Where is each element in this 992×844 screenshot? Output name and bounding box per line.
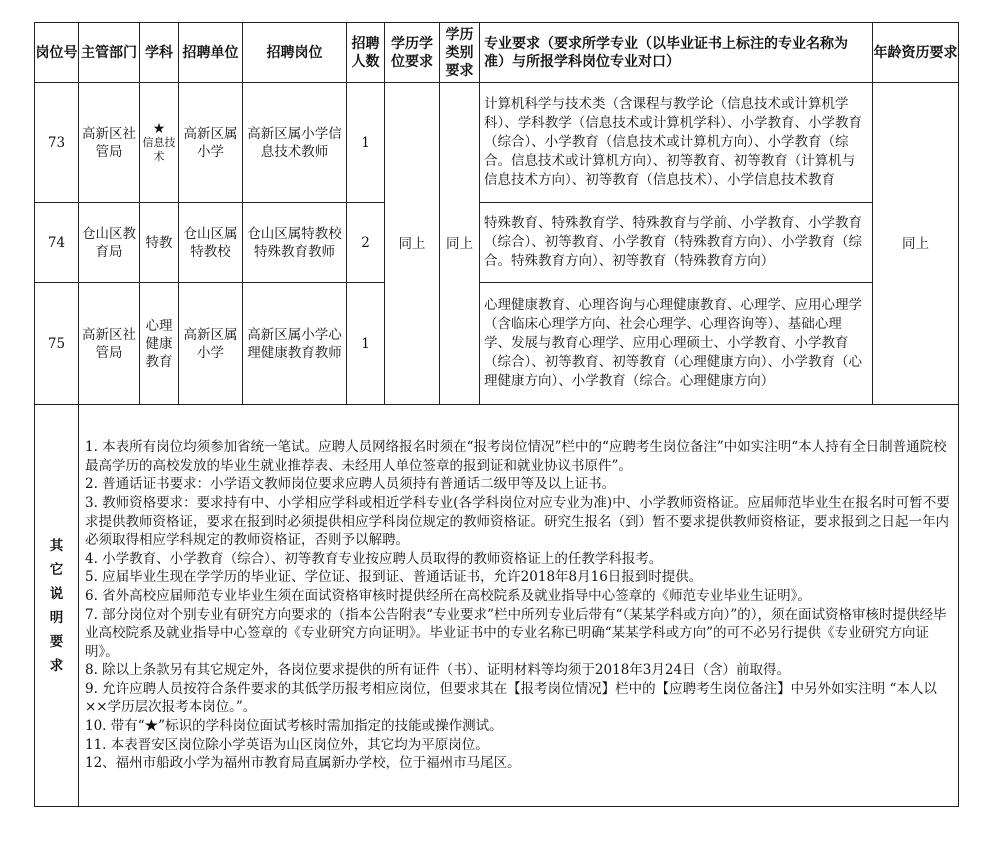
header-edu: 学历学位要求 xyxy=(385,23,440,83)
header-major-req: 专业要求（要求所学专业（以毕业证书上标注的专业名称为准）与所报学科岗位专业对口） xyxy=(480,23,873,83)
note-item: 4. 小学教育、小学教育（综合）、初等教育专业按应聘人员取得的教师资格证上的任教学科报考。 xyxy=(85,550,663,567)
row-count: 1 xyxy=(347,283,385,405)
table-row xyxy=(35,203,959,283)
header-subject: 学科 xyxy=(140,23,179,83)
row-dept: 高新区社管局 xyxy=(79,83,140,203)
row-major-req: 计算机科学与技术类（含课程与教学论（信息技术或计算机学科）、学科教学（信息技术或计算机学科）、小学教育、小学教育（综合）、小学教育（信息技术或计算机方向）、小学教育（综合。信息技术或计算机方向）、初等教育、初等教育（计算机与信息技术方向）、初等教育（信息技术）、小学信息技术教育 xyxy=(480,83,873,203)
note-item: 5. 应届毕业生现在学学历的毕业证、学位证、报到证、普通话证书，允许2018年8月16日报到时提供。 xyxy=(85,569,703,586)
row-no: 75 xyxy=(35,283,79,405)
header-unit: 招聘单位 xyxy=(179,23,243,83)
row-major-req: 心理健康教育、心理咨询与心理健康教育、心理学、应用心理学（含临床心理学方向、社会心理学、心理咨询等）、基础心理学、发展与教育心理学、应用心理硕士、小学教育、小学教育（综合）、初等教育、初等教育（心理健康方向）、小学教育（心理健康方向）、小学教育（综合。心理健康方向） xyxy=(480,283,873,405)
note-item: 1. 本表所有岗位均须参加省统一笔试。应聘人员网络报名时须在“报考岗位情况”栏中的“应聘考生岗位备注”中如实注明“本人持有全日制普通院校最高学历的高校发放的毕业生就业推荐表、未经用人单位签章的报到证和就业协议书原件”。 xyxy=(85,439,947,474)
note-item: 2. 普通话证书要求：小学语文教师岗位要求应聘人员须持有普通话二级甲等及以上证书。 xyxy=(85,476,616,493)
notes-title xyxy=(35,405,79,807)
header-position: 招聘岗位 xyxy=(243,23,347,83)
shared-age: 同上 xyxy=(873,83,959,405)
row-unit: 高新区属小学 xyxy=(179,283,243,405)
table-row xyxy=(35,83,959,203)
header-no: 岗位号 xyxy=(35,23,79,83)
row-subject xyxy=(140,83,179,203)
note-item: 12、福州市船政小学为福州市教育局直属新办学校，位于福州市马尾区。 xyxy=(85,755,521,772)
row-no: 74 xyxy=(35,203,79,283)
note-item: 11. 本表晋安区岗位除小学英语为山区岗位外，其它均为平原岗位。 xyxy=(85,736,489,753)
star-icon: ★ xyxy=(152,120,166,137)
notes-title-char: 说 xyxy=(49,585,64,602)
note-item: 9. 允许应聘人员按符合条件要求的其低学历报考相应岗位，但要求其在【报考岗位情况】栏中的【应聘考生岗位备注】中另外如实注明 “本人以××学历层次报考本岗位。”。 xyxy=(85,680,937,716)
notes-title-char: 求 xyxy=(49,657,64,674)
row-unit: 仓山区属特教校 xyxy=(179,203,243,283)
row-position: 高新区属小学信息技术教师 xyxy=(243,83,347,203)
notes-content xyxy=(79,405,959,807)
row-no: 73 xyxy=(35,83,79,203)
row-count: 2 xyxy=(347,203,385,283)
header-count: 招聘人数 xyxy=(347,23,385,83)
header-row xyxy=(35,23,959,83)
notes-title-text xyxy=(35,534,78,678)
header-edu-type: 学历类别要求 xyxy=(440,23,480,83)
note-item: 6. 省外高校应届师范专业毕业生须在面试资格审核时提供经所在高校院系及就业指导中心签章的《师范专业毕业生证明》。 xyxy=(85,587,811,604)
notes-title-char: 其 xyxy=(49,537,64,554)
table-row xyxy=(35,283,959,405)
row-subject: 特教 xyxy=(140,203,179,283)
note-item: 8. 除以上条款另有其它规定外，各岗位要求提供的所有证件（书）、证明材料等均须于2018年3月24日（含）前取得。 xyxy=(85,662,791,679)
row-dept: 仓山区教育局 xyxy=(79,203,140,283)
header-dept: 主管部门 xyxy=(79,23,140,83)
row-subject-label: 信息技术 xyxy=(142,135,176,163)
row-dept: 高新区社管局 xyxy=(79,283,140,405)
notes-title-char: 明 xyxy=(49,609,64,626)
notes-title-char: 它 xyxy=(49,561,64,578)
notes-row xyxy=(35,405,959,807)
row-count: 1 xyxy=(347,83,385,203)
row-position: 仓山区属特教校特殊教育教师 xyxy=(243,203,347,283)
row-major-req: 特殊教育、特殊教育学、特殊教育与学前、小学教育、小学教育（综合）、初等教育、小学教育（特殊教育方向）、小学教育（综合。特殊教育方向）、初等教育（特殊教育方向） xyxy=(480,203,873,283)
recruitment-table xyxy=(34,22,959,807)
row-subject: 心理健康教育 xyxy=(140,283,179,405)
note-item: 7. 部分岗位对个别专业有研究方向要求的（指本公告附表“专业要求”栏中所列专业后带有“（某某学科或方向）”的），须在面试资格审核时提供经毕业高校院系及就业指导中心签章的《专业研究方向证明》。毕业证书中的专业名称已明确“某某学科或方向”的可不必另行提供《专业研究方向证明》。 xyxy=(85,606,947,660)
note-item: 10. 带有“★”标识的学科岗位面试考核时需加指定的技能或操作测试。 xyxy=(85,718,503,735)
row-position: 高新区属小学心理健康教育教师 xyxy=(243,283,347,405)
note-item: 3. 教师资格要求：要求持有中、小学相应学科或相近学科专业(各学科岗位对应专业为准)中、小学教师资格证。应届师范毕业生在报名时可暂不要求提供教师资格证，要求在报到时必须提供相应学科岗位规定的教师资格证。研究生报名（到）暂不要求提供教师资格证，要求报到之日起一年内必须取得相应学科规定的教师资格证，否则予以解聘。 xyxy=(85,494,950,549)
header-age: 年龄资历要求 xyxy=(873,23,959,83)
notes-title-char: 要 xyxy=(49,633,64,650)
shared-edu-type: 同上 xyxy=(440,83,480,405)
shared-edu: 同上 xyxy=(385,83,440,405)
row-unit: 高新区属小学 xyxy=(179,83,243,203)
